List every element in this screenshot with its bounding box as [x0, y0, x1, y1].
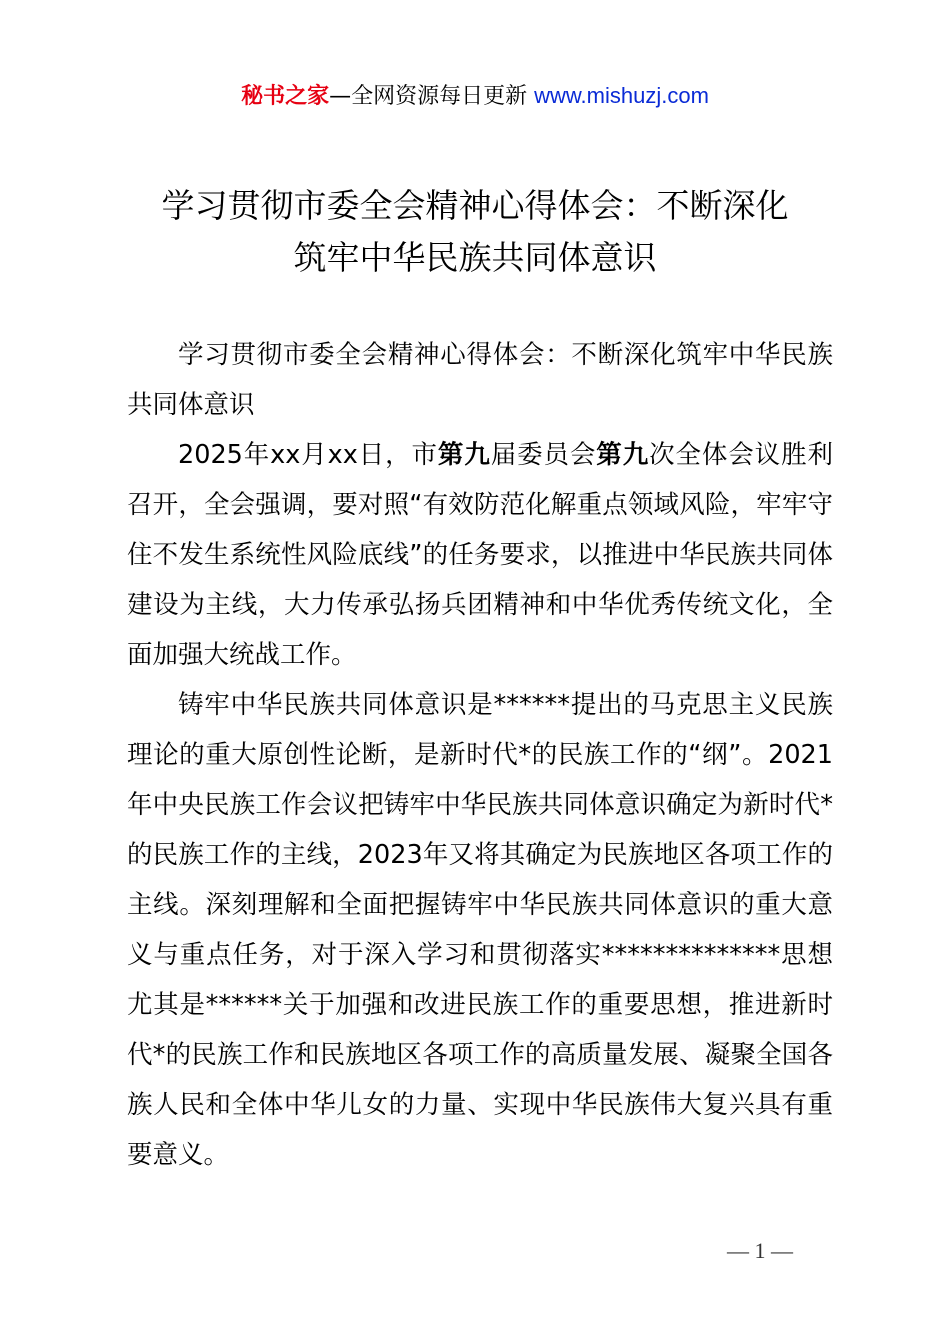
brand-name: 秘书之家 [241, 84, 330, 109]
paragraph-2-part-e: 次全体会议胜利召开，全会强调，要对照“有效防范化解重点领域风险，牢牢守住不发生系统性风险底线”的任务要求，以推进中华民族共同体建设为主线，大力传承弘扬兵团精神和中华优秀传统文化，全面加强大统战工作。 [127, 440, 833, 670]
paragraph-2-part-c: 届委员会 [490, 440, 597, 470]
site-url[interactable]: www.mishuzj.com [534, 83, 709, 108]
paragraph-1: 学习贯彻市委全会精神心得体会：不断深化筑牢中华民族共同体意识 [127, 340, 833, 420]
site-header [0, 80, 950, 113]
paragraph-2-bold-2: 第九 [596, 440, 650, 470]
paragraph-2-bold-1: 第九 [437, 440, 491, 470]
title-line-2: 筑牢中华民族共同体意识 [293, 238, 657, 277]
paragraph-3: 铸牢中华民族共同体意识是******提出的马克思主义民族理论的重大原创性论断，是新时代*的民族工作的“纲”。2021年中央民族工作会议把铸牢中华民族共同体意识确定为新时代*的民族工作的主线，2023年又将其确定为民族地区各项工作的主线。深刻理解和全面把握铸牢中华民族共同体意识的重大意义与重点任务，对于深入学习和贯彻落实**************思想尤其是******关于加强和改进民族工作的重要思想，推进新时代*的民族工作和民族地区各项工作的高质量发展、凝聚全国各族人民和全体中华儿女的力量、实现中华民族伟大复兴具有重要意义。 [127, 690, 833, 1170]
document-body [127, 330, 833, 1180]
paragraph-2 [127, 430, 833, 680]
document-title [110, 180, 840, 284]
title-line-1: 学习贯彻市委全会精神心得体会：不断深化 [161, 186, 789, 225]
header-tagline: —全网资源每日更新 [329, 84, 535, 109]
paragraph-2-part-a: 2025年xx月xx日，市 [178, 440, 438, 470]
page-number: — 1 — [727, 1238, 793, 1263]
